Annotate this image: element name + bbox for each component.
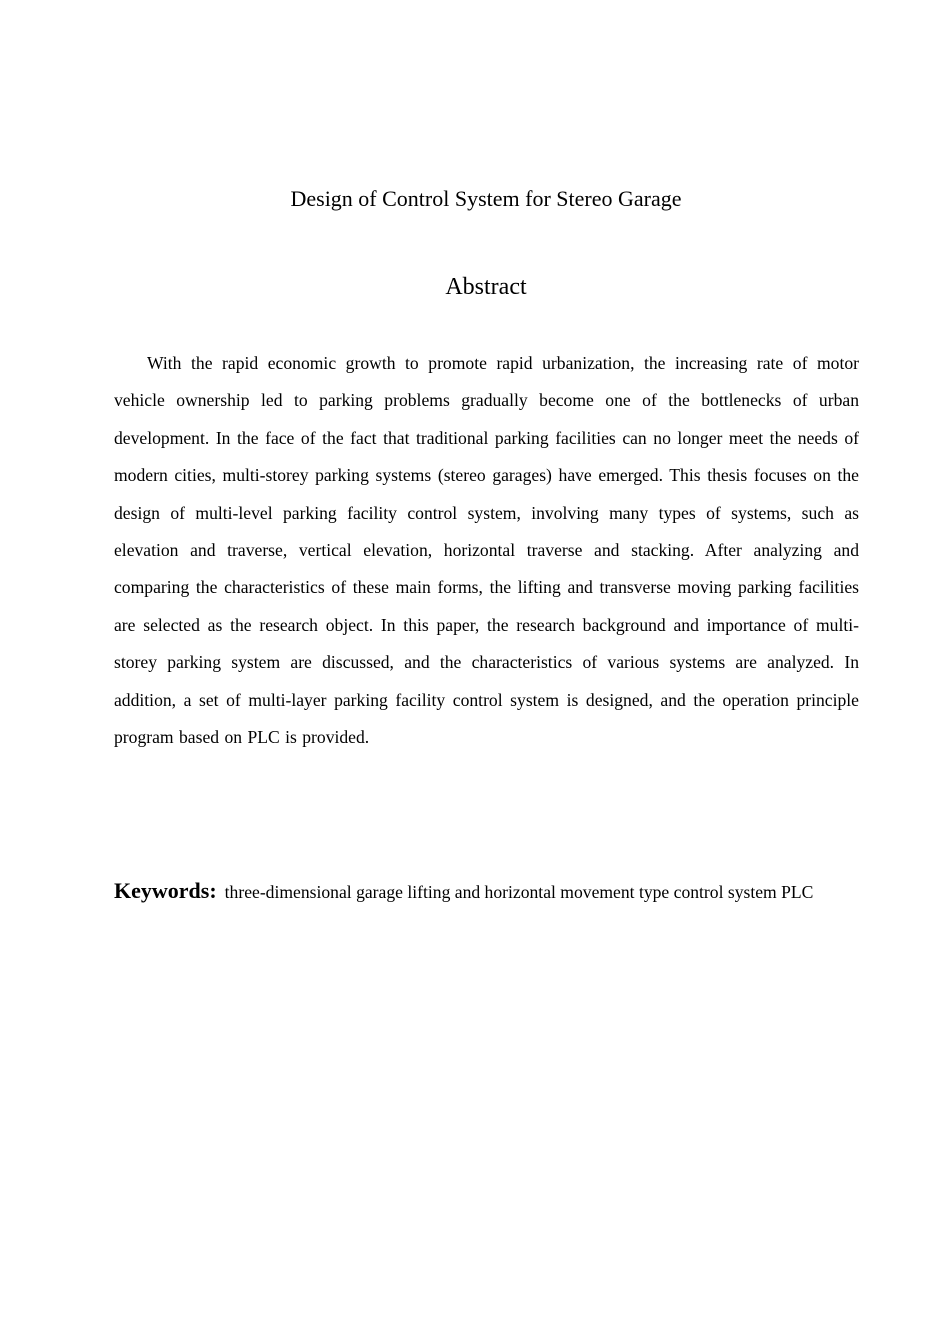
paper-title: Design of Control System for Stereo Garage — [290, 186, 682, 211]
abstract-heading: Abstract — [445, 274, 527, 300]
keywords-section — [114, 866, 859, 917]
keywords-label: Keywords: — [114, 878, 217, 903]
keywords-text: three-dimensional garage lifting and horizontal movement type control system PLC — [224, 882, 814, 902]
abstract-body: With the rapid economic growth to promote rapid urbanization, the increasing rate of motor vehicle ownership led to parking problems gradually become one of the bottlenecks of urban development. In the face of the fact that traditional parking facilities can no longer meet the needs of modern cities, multi-storey parking systems (stereo garages) have emerged. This thesis focuses on the design of multi-level parking facility control system, involving many types of systems, such as elevation and traverse, vertical elevation, horizontal traverse and stacking. After analyzing and comparing the characteristics of these main forms, the lifting and transverse moving parking facilities are selected as the research object. In this paper, the research background and importance of multi-storey parking system are discussed, and the characteristics of various systems are analyzed. In addition, a set of multi-layer parking facility control system is designed, and the operation principle program based on PLC is provided. — [114, 353, 859, 748]
